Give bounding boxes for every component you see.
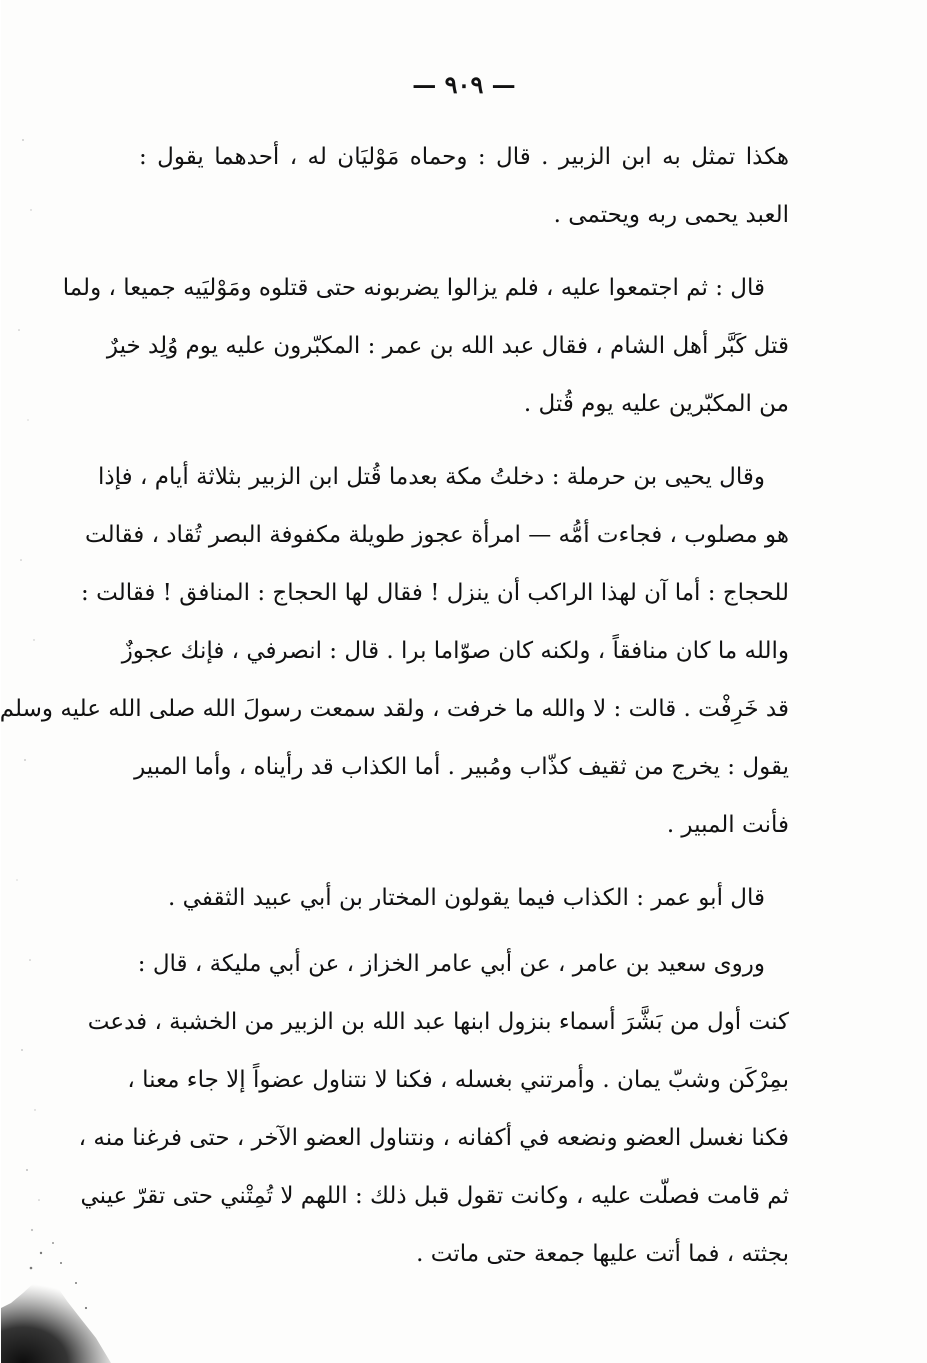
- book-page: [1, 0, 927, 1363]
- text-line: للحجاج : أما آن لهذا الراكب أن ينزل ! فقال لها الحجاج : المنافق ! فقالت :: [81, 580, 789, 606]
- text-line: فكنا نغسل العضو ونضعه في أكفانه ، ونتناول العضو الآخر ، حتى فرغنا منه ،: [78, 1125, 789, 1151]
- text-line: والله ما كان منافقاً ، ولكنه كان صوّاما برا . قال : انصرفي ، فإنك عجوزٌ: [121, 638, 789, 664]
- text-line: كنت أول من بَشَّرَ أسماء بنزول ابنها عبد الله بن الزبير من الخشبة ، فدعت: [87, 1009, 789, 1035]
- text-line: يقول : يخرج من ثقيف كذّاب ومُبير . أما الكذاب قد رأيناه ، وأما المبير: [134, 754, 789, 780]
- text-line: وروى سعيد بن عامر ، عن أبي عامر الخزاز ، عن أبي مليكة ، قال :: [137, 951, 765, 977]
- text-line: هو مصلوب ، فجاءت أمُّه — امرأة عجوز طويلة مكفوفة البصر تُقاد ، فقالت: [85, 522, 789, 548]
- page-number: — ٩٠٩ —: [412, 70, 516, 99]
- text-line: قال : ثم اجتمعوا عليه ، فلم يزالوا يضربونه حتى قتلوه ومَوْليَيه جميعا ، ولما: [62, 275, 765, 301]
- text-line: بمِرْكَن وشبّ يمان . وأمرتني بغسله ، فكنا لا نتناول عضواً إلا جاء معنا ،: [127, 1067, 789, 1093]
- text-line: هكذا تمثل به ابن الزبير . قال : وحماه مَوْليَان له ، أحدهما يقول :: [139, 144, 789, 170]
- scan-corner-blot: [1, 1213, 111, 1363]
- text-line: قال أبو عمر : الكذاب فيما يقولون المختار بن أبي عبيد الثقفي .: [168, 885, 765, 911]
- text-line: فأنت المبير .: [666, 812, 789, 838]
- scan-edge-speckle: [1, 0, 41, 1363]
- text-line: وقال يحيى بن حرملة : دخلتُ مكة بعدما قُتل ابن الزبير بثلاثة أيام ، فإذا: [98, 464, 765, 490]
- text-line: بجثته ، فما أتت عليها جمعة حتى ماتت .: [416, 1241, 789, 1267]
- text-line: قتل كَبَّر أهل الشام ، فقال عبد الله بن عمر : المكبّرون عليه يوم وُلِد خيرٌ: [106, 333, 789, 359]
- text-line: ثم قامت فصلّت عليه ، وكانت تقول قبل ذلك : اللهم لا تُمِتْني حتى تقرّ عيني: [80, 1183, 789, 1209]
- text-line: قد خَرِفْت . قالت : لا والله ما خرفت ، ولقد سمعت رسولَ الله صلى الله عليه وسلم: [0, 696, 789, 722]
- text-line: العبد يحمى ربه ويحتمى .: [553, 202, 789, 228]
- text-line: من المكبّرين عليه يوم قُتل .: [523, 391, 789, 417]
